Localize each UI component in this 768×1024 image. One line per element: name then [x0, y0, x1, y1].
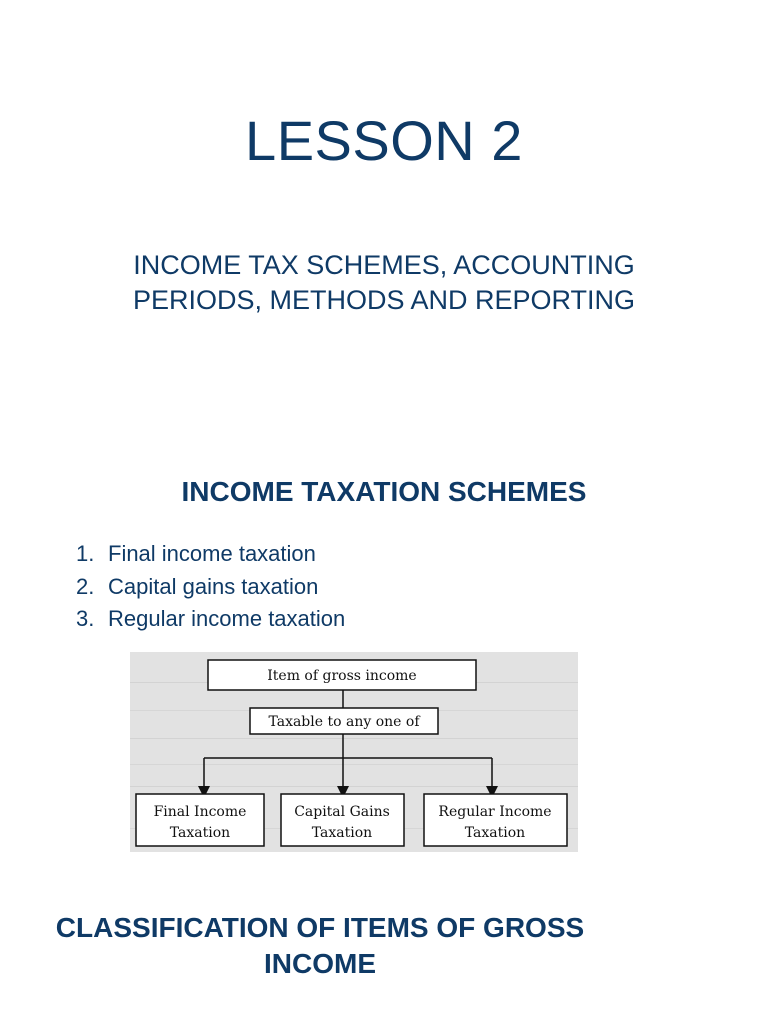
- right-box-label-1: Regular Income: [438, 804, 552, 820]
- classification-heading: [20, 910, 620, 982]
- list-number: 1.: [76, 541, 95, 566]
- classification-heading-line-2: INCOME: [264, 948, 376, 979]
- left-box-label-1: Final Income: [153, 804, 247, 820]
- subtitle-line-1: INCOME TAX SCHEMES, ACCOUNTING: [133, 250, 635, 280]
- list-item: [76, 571, 345, 604]
- list-number: 2.: [76, 573, 95, 599]
- lesson-subtitle: [0, 248, 768, 318]
- list-item: [76, 603, 345, 636]
- taxation-scheme-diagram: [130, 652, 578, 852]
- middle-box-label: Taxable to any one of: [268, 714, 420, 730]
- center-box-label-2: Taxation: [311, 825, 373, 841]
- classification-heading-line-1: CLASSIFICATION OF ITEMS OF GROSS: [55, 912, 585, 943]
- list-label: Final income taxation: [108, 541, 316, 566]
- section-heading: INCOME TAXATION SCHEMES: [181, 476, 587, 507]
- list-number: 3.: [76, 606, 95, 631]
- top-box-label: Item of gross income: [267, 668, 417, 684]
- center-box-label-1: Capital Gains: [294, 804, 390, 820]
- diagram-svg: [130, 652, 578, 852]
- subtitle-line-2: PERIODS, METHODS AND REPORTING: [132, 285, 636, 315]
- lesson-title: LESSON 2: [245, 109, 523, 172]
- list-label: Regular income taxation: [108, 606, 346, 631]
- right-box-label-2: Taxation: [464, 825, 526, 841]
- left-box-label-2: Taxation: [169, 825, 231, 841]
- list-item: [76, 538, 345, 571]
- scheme-list: [76, 538, 345, 636]
- list-label: Capital gains taxation: [108, 573, 319, 599]
